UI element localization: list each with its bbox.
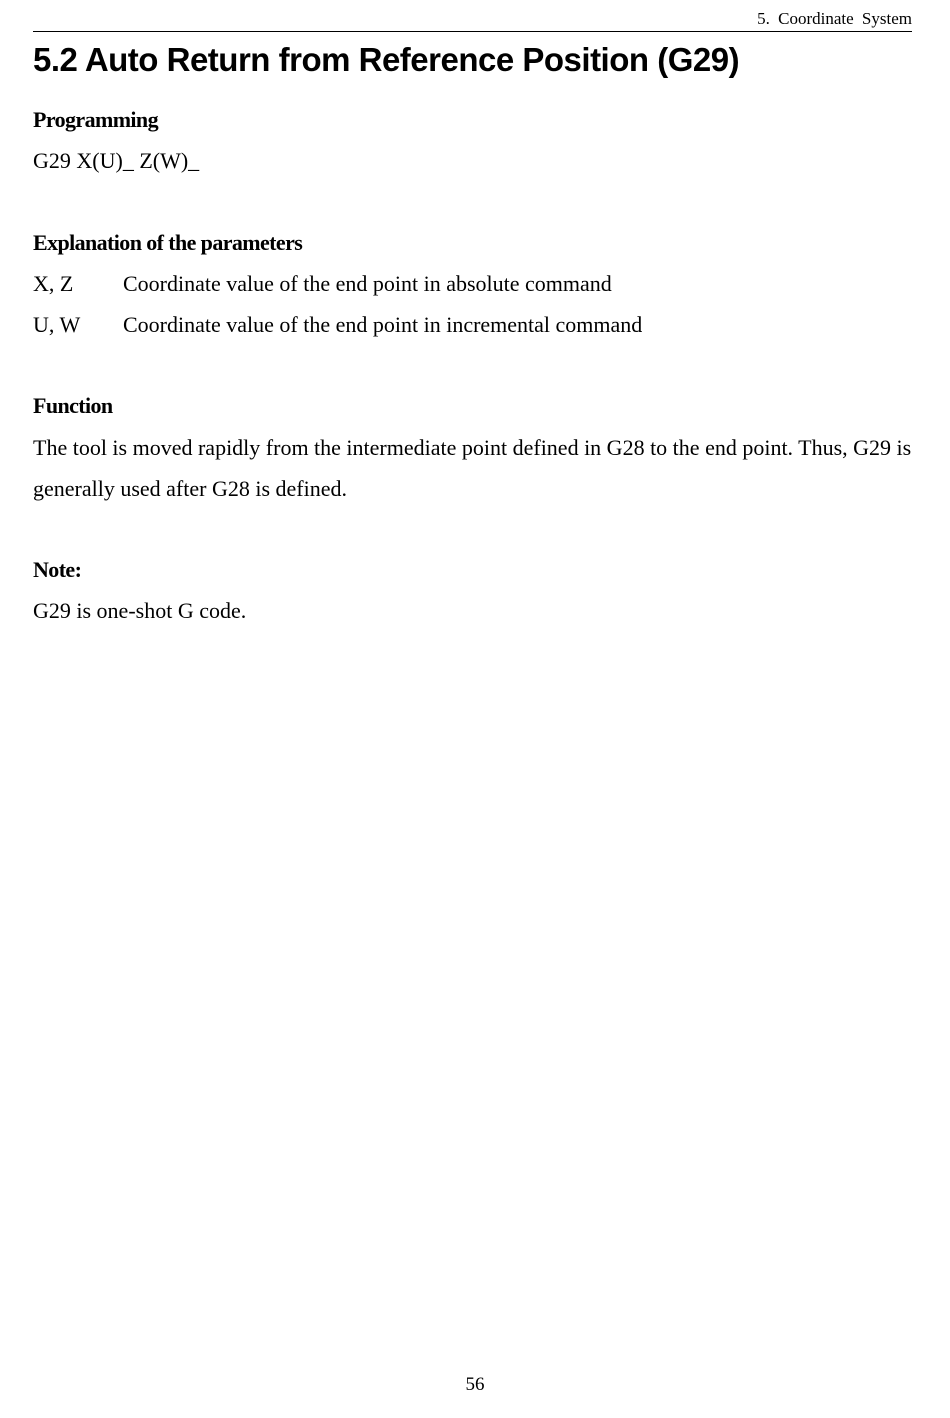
note-heading: Note:: [33, 557, 82, 582]
function-text: The tool is moved rapidly from the intermediate point defined in G28 to the end point. Thus, G29 is generally used after G28 is defined.: [33, 435, 912, 501]
parameter-name: X, Z: [33, 271, 74, 296]
programming-syntax: G29 X(U)_ Z(W)_: [33, 148, 200, 173]
programming-heading: Programming: [33, 107, 158, 132]
page-number: 56: [465, 1374, 485, 1395]
parameters-section: [33, 228, 912, 340]
parameter-name: U, W: [33, 312, 81, 337]
programming-section: [33, 105, 912, 176]
running-header: 5. Coordinate System: [757, 9, 912, 28]
parameter-description: Coordinate value of the end point in absolute command: [123, 271, 612, 296]
note-text: G29 is one-shot G code.: [33, 598, 247, 623]
parameter-description: Coordinate value of the end point in incremental command: [123, 312, 643, 337]
section-title: 5.2 Auto Return from Reference Position (G29): [33, 41, 740, 78]
note-section: [33, 555, 912, 626]
parameter-row-xz: [33, 269, 912, 299]
function-heading: Function: [33, 393, 113, 418]
header-rule: [33, 31, 912, 32]
parameter-row-uw: [33, 310, 912, 340]
function-section: [33, 391, 912, 509]
parameters-heading: Explanation of the parameters: [33, 230, 303, 255]
